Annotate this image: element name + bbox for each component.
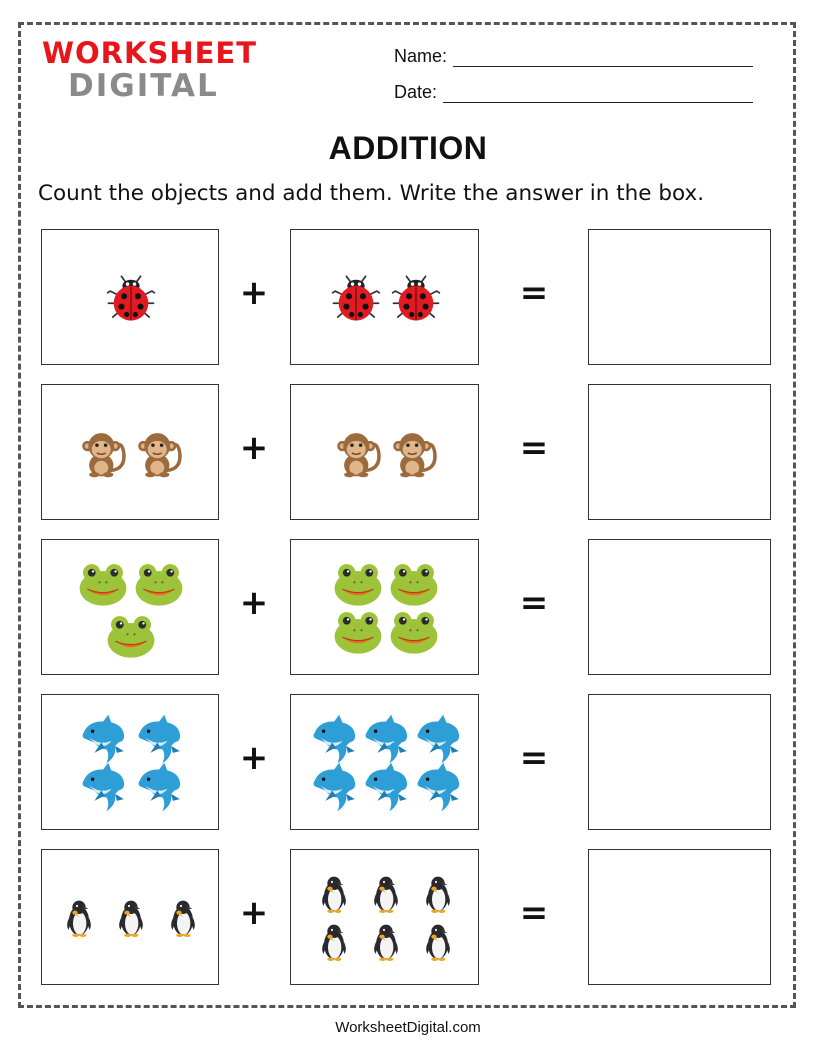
- addend-box-left: [41, 384, 219, 520]
- addend-box-right: [290, 849, 479, 985]
- plus-sign: +: [239, 738, 269, 778]
- answer-box[interactable]: [588, 849, 771, 985]
- logo: [42, 36, 258, 106]
- addend-box-right: [290, 539, 479, 675]
- plus-sign: +: [239, 273, 269, 313]
- answer-box[interactable]: [588, 229, 771, 365]
- name-field[interactable]: [394, 46, 753, 67]
- addend-box-left: [41, 229, 219, 365]
- equals-sign: =: [519, 428, 549, 468]
- page-title: ADDITION: [328, 130, 488, 166]
- answer-box[interactable]: [588, 384, 771, 520]
- date-line[interactable]: [443, 84, 753, 103]
- logo-line2: DIGITAL: [68, 68, 219, 104]
- problem-row: [0, 849, 816, 985]
- answer-box[interactable]: [588, 539, 771, 675]
- date-label: Date:: [394, 82, 438, 102]
- answer-box[interactable]: [588, 694, 771, 830]
- plus-sign: +: [239, 428, 269, 468]
- addend-box-left: [41, 539, 219, 675]
- problem-row: [0, 229, 816, 365]
- problem-row: [0, 694, 816, 830]
- problem-row: [0, 539, 816, 675]
- addend-box-left: [41, 694, 219, 830]
- footer-url: WorksheetDigital.com: [335, 1019, 481, 1036]
- addend-box-right: [290, 384, 479, 520]
- equals-sign: =: [519, 273, 549, 313]
- addend-box-left: [41, 849, 219, 985]
- date-field[interactable]: [394, 82, 753, 103]
- equals-sign: =: [519, 893, 549, 933]
- logo-line1: WORKSHEET: [42, 36, 258, 70]
- addend-box-right: [290, 229, 479, 365]
- instructions: Count the objects and add them. Write the answer in the box.: [38, 181, 705, 206]
- equals-sign: =: [519, 738, 549, 778]
- equals-sign: =: [519, 583, 549, 623]
- problem-row: [0, 384, 816, 520]
- name-line[interactable]: [453, 48, 753, 67]
- name-label: Name:: [394, 46, 448, 66]
- plus-sign: +: [239, 893, 269, 933]
- addend-box-right: [290, 694, 479, 830]
- plus-sign: +: [239, 583, 269, 623]
